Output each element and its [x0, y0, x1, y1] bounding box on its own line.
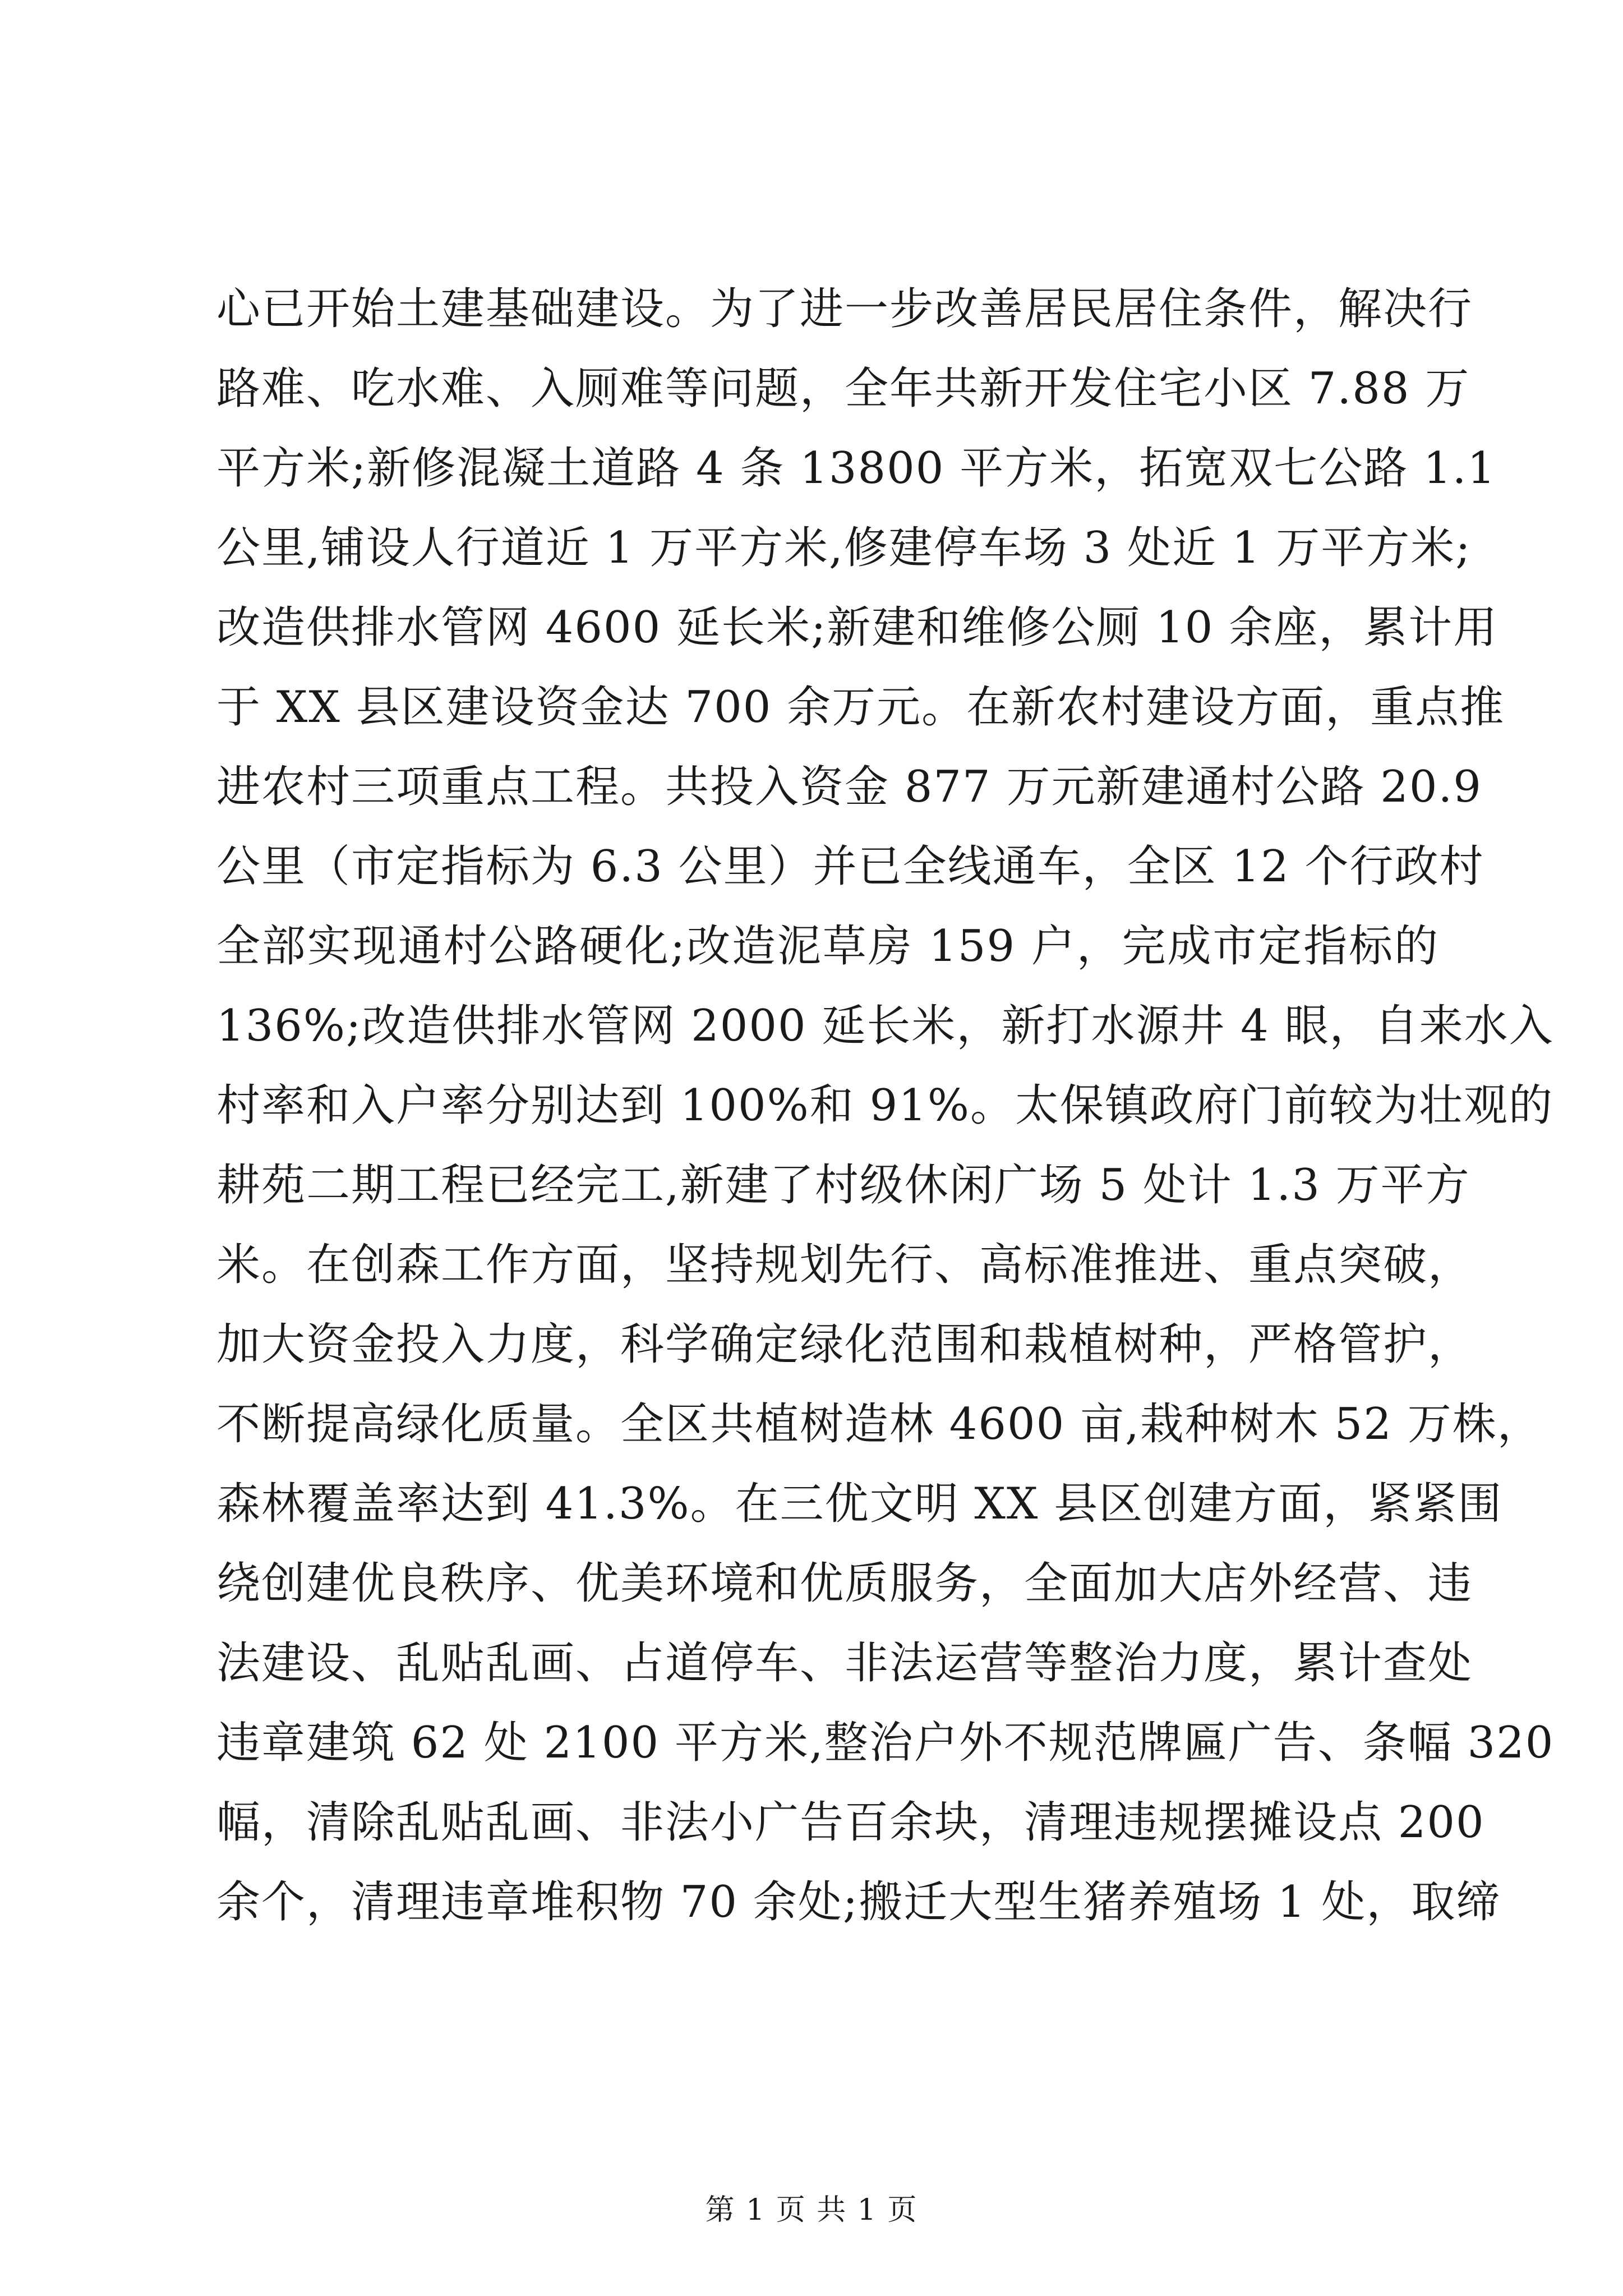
text-line: 心已开始土建基础建设。为了进一步改善居民居住条件，解决行: [216, 284, 1473, 334]
text-line: 改造供排水管网 4600 延长米;新建和维修公厕 10 余座，累计用: [216, 602, 1498, 653]
text-line: 公里（市定指标为 6.3 公里）并已全线通车，全区 12 个行政村: [216, 841, 1484, 892]
text-line: 不断提高绿化质量。全区共植树造林 4600 亩,栽种树木 52 万株，: [216, 1399, 1542, 1450]
text-line: 幅，清除乱贴乱画、非法小广告百余块，清理违规摆摊设点 200: [216, 1797, 1485, 1848]
text-line: 绕创建优良秩序、优美环境和优质服务，全面加大店外经营、违: [216, 1558, 1473, 1609]
text-line: 森林覆盖率达到 41.3%。在三优文明 XX 县区创建方面，紧紧围: [216, 1479, 1503, 1529]
text-line: 法建设、乱贴乱画、占道停车、非法运营等整治力度，累计查处: [216, 1638, 1473, 1688]
body-text: [216, 269, 1555, 1942]
text-line: 加大资金投入力度，科学确定绿化范围和栽植树种，严格管护，: [216, 1319, 1473, 1370]
text-line: 136%;改造供排水管网 2000 延长米，新打水源井 4 眼，自来水入: [216, 1001, 1554, 1051]
text-line: 平方米;新修混凝土道路 4 条 13800 平方米，拓宽双七公路 1.1: [216, 443, 1497, 494]
text-line: 米。在创森工作方面，坚持规划先行、高标准推进、重点突破，: [216, 1240, 1473, 1290]
text-line: 公里,铺设人行道近 1 万平方米,修建停车场 3 处近 1 万平方米;: [216, 523, 1472, 573]
text-line: 全部实现通村公路硬化;改造泥草房 159 户，完成市定指标的: [216, 921, 1439, 972]
text-line: 进农村三项重点工程。共投入资金 877 万元新建通村公路 20.9: [216, 762, 1482, 812]
page-number-label: 第 1 页 共 1 页: [705, 2193, 918, 2227]
text-line: 余个，清理违章堆积物 70 余处;搬迁大型生猪养殖场 1 处，取缔: [216, 1877, 1501, 1927]
text-line: 耕苑二期工程已经完工,新建了村级休闲广场 5 处计 1.3 万平方: [216, 1160, 1470, 1211]
text-line: 于 XX 县区建设资金达 700 余万元。在新农村建设方面，重点推: [216, 682, 1505, 733]
text-line: 村率和入户率分别达到 100%和 91%。太保镇政府门前较为壮观的: [216, 1080, 1553, 1131]
text-line: 违章建筑 62 处 2100 平方米,整治户外不规范牌匾广告、条幅 320: [216, 1718, 1555, 1768]
text-line: 路难、吃水难、入厕难等问题，全年共新开发住宅小区 7.88 万: [216, 364, 1470, 414]
page-footer: [0, 2191, 1623, 2230]
